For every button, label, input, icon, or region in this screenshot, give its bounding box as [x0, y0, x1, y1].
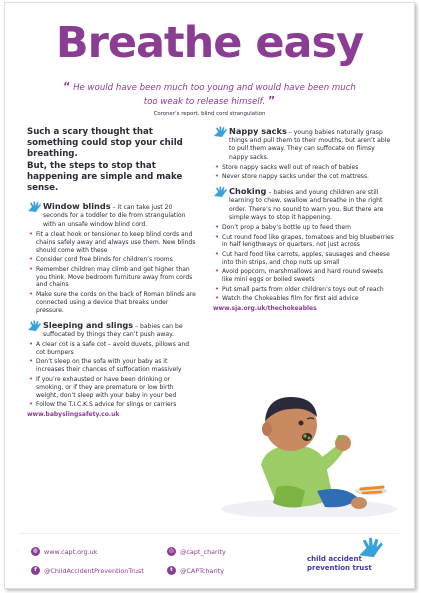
list-item: • Store nappy sacks well out of reach of babies	[222, 164, 395, 172]
intro-text	[27, 127, 197, 194]
list-item: • Follow the T.I.C.K.S advice for slings or carriers	[36, 401, 197, 409]
twitter-icon: t	[167, 566, 176, 575]
choking-title: Choking	[229, 186, 267, 197]
toddler-illustration	[221, 387, 397, 517]
website-text: www.capt.org.uk	[44, 547, 98, 556]
twitter-text: @CAPTcharity	[180, 566, 225, 575]
list-item: • Don’t prop a baby’s bottle up to feed them	[222, 224, 395, 232]
section-choking	[213, 187, 395, 313]
quote-source: Coroner’s report, blind cord strangulation	[153, 111, 266, 117]
window-blinds-intro: – it can take just 20 seconds for a toddler to die from strangulation with an unsafe window blind cord.	[43, 204, 186, 228]
poster-sheet	[4, 2, 415, 589]
sleeping-list	[27, 341, 197, 409]
quote-text: He would have been much too young and would have been much too weak to release himself.	[73, 83, 356, 107]
globe-icon: ◍	[31, 547, 40, 556]
open-quote-mark: “	[63, 80, 71, 93]
list-item: • Make sure the cords on the back of Roman blinds are connected using a device that breaks under pressure.	[36, 291, 197, 315]
section-window-blinds	[27, 202, 197, 314]
facebook-icon: f	[31, 566, 40, 575]
list-item: • Consider cord free blinds for children’s rooms	[36, 256, 197, 264]
right-column	[213, 127, 395, 319]
instagram-icon: ◎	[167, 547, 176, 556]
instagram-text: @capt_charity	[180, 547, 226, 556]
window-blinds-list	[27, 231, 197, 315]
instagram-contact[interactable]	[167, 547, 226, 556]
baby-sling-safety-link[interactable]: www.babyslingsafety.co.uk	[27, 410, 120, 418]
website-contact[interactable]	[31, 547, 97, 556]
nappy-sacks-list	[213, 164, 395, 181]
brand-line-1: child accident	[307, 555, 362, 563]
facebook-contact[interactable]	[31, 566, 144, 575]
footer-divider	[19, 533, 399, 534]
section-nappy-sacks	[213, 127, 395, 181]
list-item: • Put small parts from older children’s toys out of reach	[222, 286, 395, 294]
section-sleeping-slings	[27, 321, 197, 419]
left-column	[27, 127, 197, 425]
poster-title: Breathe easy	[55, 18, 364, 68]
list-item: • Watch the Chokeables film for first aid advice	[222, 295, 395, 303]
quote	[57, 81, 362, 108]
intro-line-2: But, the steps to stop that happening are simple and make sense.	[27, 160, 183, 194]
list-item: • Cut round food like grapes, tomatoes and big blueberries in half lengthways or quarters, not just across	[222, 234, 395, 250]
hand-icon	[27, 320, 42, 332]
choking-list	[213, 224, 395, 303]
sleeping-intro: – babies can be suffocated by things they can’t push away.	[43, 322, 183, 338]
nappy-sacks-title: Nappy sacks	[229, 126, 287, 136]
list-item: • Never store nappy sacks under the cot mattress.	[222, 173, 395, 181]
window-blinds-title: Window blinds	[43, 201, 111, 212]
hand-icon	[27, 201, 42, 213]
sleeping-title: Sleeping and slings	[43, 319, 134, 330]
hand-icon	[213, 126, 228, 138]
list-item: • Cut hard food like carrots, apples, sausages and cheese into thin strips, and chop nuts up small	[222, 251, 395, 267]
close-quote-mark: ”	[268, 93, 276, 107]
hand-icon	[213, 186, 228, 198]
facebook-text: @ChildAccidentPreventionTrust	[44, 566, 144, 575]
list-item: • Don’t sleep on the sofa with your baby as it increases their chances of suffocation massively	[36, 358, 197, 374]
chokeables-link[interactable]: www.sja.org.uk/thechokeables	[213, 304, 317, 312]
nappy-sacks-intro: – young babies naturally grasp things and pull them to their mouths, but aren’t able to pull them away. They can suffocate on flimsy nappy sacks.	[229, 129, 391, 161]
twitter-contact[interactable]	[167, 566, 224, 575]
brand-line-2: prevention trust	[307, 563, 372, 572]
list-item: • Avoid popcorn, marshmallows and hard round sweets like mini eggs or boiled sweets	[222, 268, 395, 284]
list-item: • Fit a cleat hook or tensioner to keep blind cords and chains safely away and always use them. New blinds should come with these	[36, 231, 197, 255]
choking-intro: – babies and young children are still learning to chew, swallow and breathe in the right order. There’s no sound to warn you. But there are simple ways to stop it happening.	[229, 189, 384, 221]
intro-line-1: Such a scary thought that something could stop your child breathing.	[27, 127, 183, 160]
list-item: • If you’re exhausted or have been drinking or smoking, or if they are premature or low birth weight, don’t sleep with your baby in your bed	[36, 376, 197, 400]
list-item: • A clear cot is a safe cot – avoid duvets, pillows and cot bumpers	[36, 341, 197, 357]
list-item: • Remember children may climb and get higher than you think. Move bedroom furniture away from cords and chains	[36, 266, 197, 290]
capt-logo-text	[307, 555, 372, 572]
